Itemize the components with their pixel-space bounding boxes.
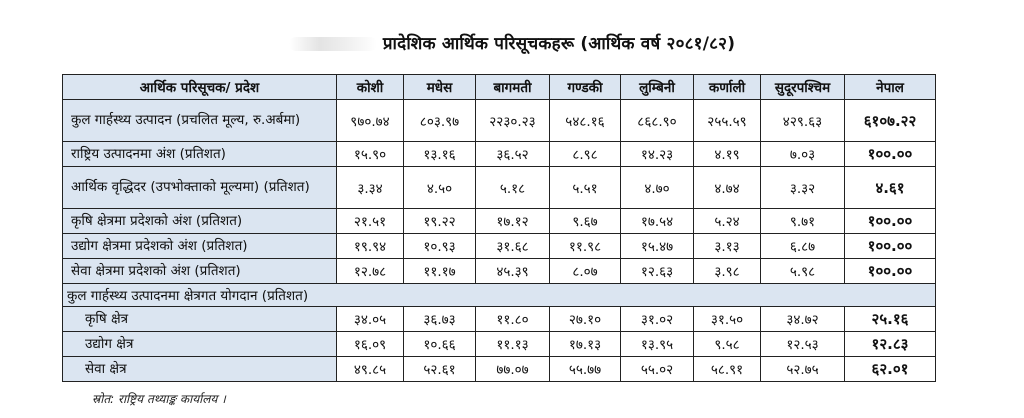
nepal-cell: २५.१६ bbox=[845, 307, 936, 332]
cell: १०.९३ bbox=[404, 234, 476, 259]
cell: १३.१६ bbox=[404, 142, 476, 167]
cell: ५.१८ bbox=[476, 167, 550, 209]
cell: १७.५४ bbox=[621, 209, 694, 234]
cell: १२.५३ bbox=[761, 332, 845, 357]
header-gandaki: गण्डकी bbox=[550, 75, 621, 100]
cell: १५.९० bbox=[337, 142, 404, 167]
nepal-cell: १००.०० bbox=[845, 209, 936, 234]
cell: ४.७४ bbox=[694, 167, 761, 209]
table-row bbox=[63, 234, 936, 259]
row-label: कृषि क्षेत्रमा प्रदेशको अंश (प्रतिशत) bbox=[63, 209, 337, 234]
header-lumbini: लुम्बिनी bbox=[621, 75, 694, 100]
cell: १४.२३ bbox=[621, 142, 694, 167]
row-label: सेवा क्षेत्रमा प्रदेशको अंश (प्रतिशत) bbox=[63, 259, 337, 284]
header-sudurpashchim: सुदूरपश्चिम bbox=[761, 75, 845, 100]
row-label: राष्ट्रिय उत्पादनमा अंश (प्रतिशत) bbox=[63, 142, 337, 167]
cell: ५५.०२ bbox=[621, 357, 694, 382]
cell: ३.३४ bbox=[337, 167, 404, 209]
cell: २२३०.२३ bbox=[476, 100, 550, 142]
cell: १७.१२ bbox=[476, 209, 550, 234]
table-row bbox=[63, 307, 936, 332]
cell: ४५.३९ bbox=[476, 259, 550, 284]
cell: ९.५८ bbox=[694, 332, 761, 357]
cell: ५.२४ bbox=[694, 209, 761, 234]
cell: १६.०९ bbox=[337, 332, 404, 357]
cell: ९.७१ bbox=[761, 209, 845, 234]
header-bagmati: बागमती bbox=[476, 75, 550, 100]
source-note: स्रोत: राष्ट्रिय तथ्याङ्क कार्यालय । bbox=[92, 392, 226, 406]
header-nepal: नेपाल bbox=[845, 75, 936, 100]
table-row bbox=[63, 100, 936, 142]
cell: ८६८.९० bbox=[621, 100, 694, 142]
cell: ५८.९१ bbox=[694, 357, 761, 382]
cell: २१.५१ bbox=[337, 209, 404, 234]
section-label: कुल गार्हस्थ्य उत्पादनमा क्षेत्रगत योगदान (प्रतिशत) bbox=[63, 284, 936, 307]
nepal-cell: १००.०० bbox=[845, 234, 936, 259]
cell: ४.५० bbox=[404, 167, 476, 209]
cell: ११.१७ bbox=[404, 259, 476, 284]
row-label: सेवा क्षेत्र bbox=[63, 357, 337, 382]
cell: ४२९.६३ bbox=[761, 100, 845, 142]
cell: ५२.७५ bbox=[761, 357, 845, 382]
nepal-cell: १००.०० bbox=[845, 259, 936, 284]
cell: २५५.५९ bbox=[694, 100, 761, 142]
title-text: प्रादेशिक आर्थिक परिसूचकहरू (आर्थिक वर्ष २०८१/८२) bbox=[382, 34, 736, 54]
cell: ४९.८५ bbox=[337, 357, 404, 382]
cell: ५.९८ bbox=[761, 259, 845, 284]
nepal-cell: ६२.०१ bbox=[845, 357, 936, 382]
header-row bbox=[63, 75, 936, 100]
cell: ३.९८ bbox=[694, 259, 761, 284]
cell: ३.३२ bbox=[761, 167, 845, 209]
cell: ९७०.७४ bbox=[337, 100, 404, 142]
cell: ३१.६८ bbox=[476, 234, 550, 259]
section-row bbox=[63, 284, 936, 307]
row-label: उद्योग क्षेत्रमा प्रदेशको अंश (प्रतिशत) bbox=[63, 234, 337, 259]
page-title bbox=[0, 31, 1024, 54]
cell: ८.९८ bbox=[550, 142, 621, 167]
header-karnali: कर्णाली bbox=[694, 75, 761, 100]
cell: ५२.६१ bbox=[404, 357, 476, 382]
cell: २७.१० bbox=[550, 307, 621, 332]
cell: ७७.०७ bbox=[476, 357, 550, 382]
header-indicator: आर्थिक परिसूचक/ प्रदेश bbox=[63, 75, 337, 100]
nepal-cell: १२.८३ bbox=[845, 332, 936, 357]
cell: १९.९४ bbox=[337, 234, 404, 259]
cell: १२.७८ bbox=[337, 259, 404, 284]
table-row bbox=[63, 142, 936, 167]
table-row bbox=[63, 209, 936, 234]
cell: ६.८७ bbox=[761, 234, 845, 259]
table-row bbox=[63, 167, 936, 209]
cell: ९.६७ bbox=[550, 209, 621, 234]
header-koshi: कोशी bbox=[337, 75, 404, 100]
cell: ३१.०२ bbox=[621, 307, 694, 332]
cell: ५४८.१६ bbox=[550, 100, 621, 142]
cell: ५.५१ bbox=[550, 167, 621, 209]
cell: ८०३.९७ bbox=[404, 100, 476, 142]
cell: ३१.५० bbox=[694, 307, 761, 332]
cell: १०.६६ bbox=[404, 332, 476, 357]
cell: ११.९८ bbox=[550, 234, 621, 259]
row-label: कुल गार्हस्थ्य उत्पादन (प्रचलित मूल्य, रु.अर्बमा) bbox=[63, 100, 337, 142]
nepal-cell: ६१०७.२२ bbox=[845, 100, 936, 142]
row-label: आर्थिक वृद्धिदर (उपभोक्ताको मूल्यमा) (प्रतिशत) bbox=[63, 167, 337, 209]
cell: ११.८० bbox=[476, 307, 550, 332]
cell: ४.७० bbox=[621, 167, 694, 209]
cell: ५५.७७ bbox=[550, 357, 621, 382]
cell: ३६.५२ bbox=[476, 142, 550, 167]
cell: १३.९५ bbox=[621, 332, 694, 357]
cell: ८.०७ bbox=[550, 259, 621, 284]
cell: १२.६३ bbox=[621, 259, 694, 284]
table-row bbox=[63, 357, 936, 382]
cell: १५.४७ bbox=[621, 234, 694, 259]
nepal-cell: १००.०० bbox=[845, 142, 936, 167]
indicators-table bbox=[62, 74, 936, 382]
row-label: कृषि क्षेत्र bbox=[63, 307, 337, 332]
cell: ३६.७३ bbox=[404, 307, 476, 332]
table-row bbox=[63, 332, 936, 357]
cell: ३.१३ bbox=[694, 234, 761, 259]
cell: ७.०३ bbox=[761, 142, 845, 167]
table-row bbox=[63, 259, 936, 284]
cell: ४.१९ bbox=[694, 142, 761, 167]
nepal-cell: ४.६१ bbox=[845, 167, 936, 209]
cell: ३४.०५ bbox=[337, 307, 404, 332]
header-madhesh: मधेस bbox=[404, 75, 476, 100]
row-label: उद्योग क्षेत्र bbox=[63, 332, 337, 357]
cell: १७.१३ bbox=[550, 332, 621, 357]
cell: १९.२२ bbox=[404, 209, 476, 234]
faded-text-mark bbox=[289, 37, 377, 51]
cell: ११.१३ bbox=[476, 332, 550, 357]
cell: ३४.७२ bbox=[761, 307, 845, 332]
